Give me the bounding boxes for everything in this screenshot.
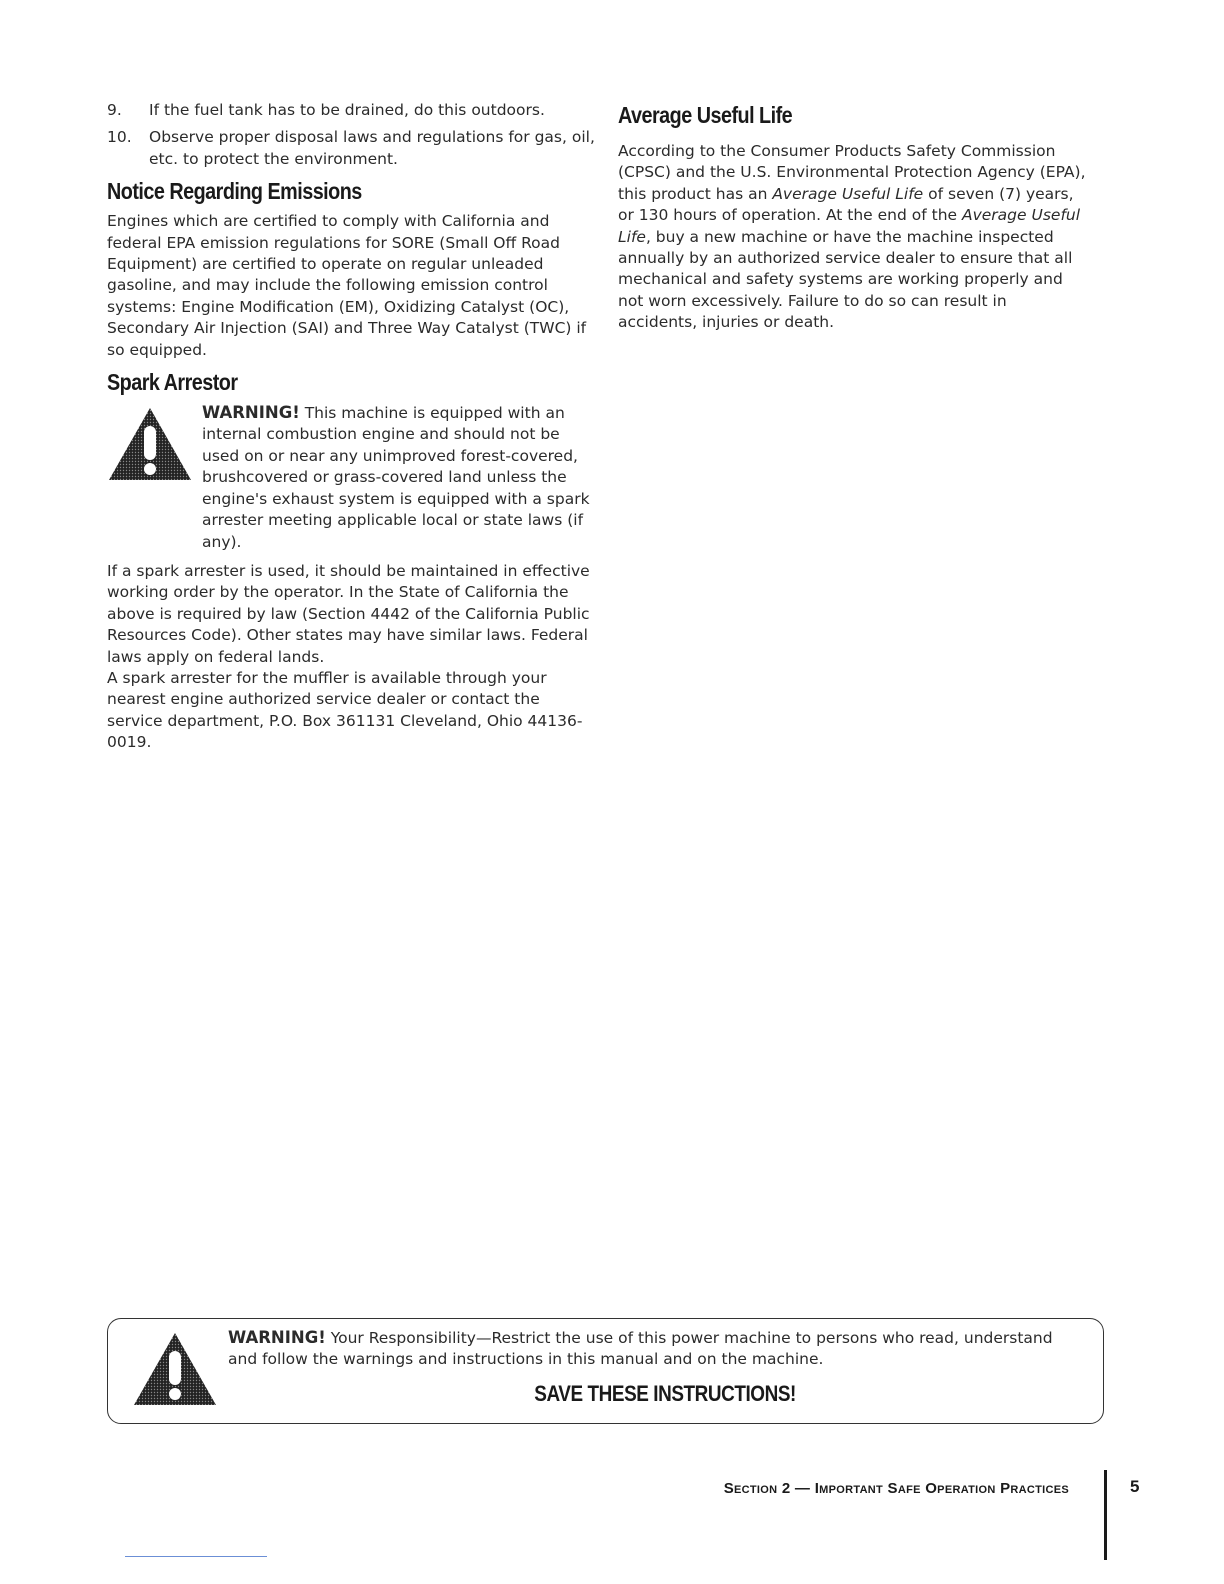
spark-para-2: A spark arrester for the muffler is available through your nearest engine authorized service dealer or contact the service department, P.O. Box 361131 Cleveland, Ohio 44136-0019. — [107, 668, 583, 752]
warning-triangle-icon — [107, 402, 202, 553]
numbered-list — [107, 100, 597, 170]
save-instructions: SAVE THESE INSTRUCTIONS! — [534, 1381, 797, 1406]
list-item-text: Observe proper disposal laws and regulations for gas, oil, etc. to protect the environment. — [149, 128, 595, 168]
right-column — [618, 100, 1090, 334]
list-item — [107, 100, 597, 121]
warning-text: This machine is equipped with an internal combustion engine and should not be used on or near any unimproved forest-covered, brushcovered or grass-covered land unless the engine's exhaust system is equipped with a spark arrester meeting applicable local or state laws (if any). — [202, 404, 590, 551]
list-item-text: If the fuel tank has to be drained, do this outdoors. — [149, 101, 545, 119]
page-number: 5 — [1130, 1477, 1140, 1496]
section-footer: Section 2 — Important Safe Operation Practices — [723, 1480, 1069, 1497]
list-item-number: 9. — [107, 101, 122, 119]
decorative-rule — [125, 1556, 267, 1557]
left-column — [107, 100, 597, 754]
emissions-body: Engines which are certified to comply with California and federal EPA emission regulations for SORE (Small Off Road Equipment) are certified to operate on regular unleaded gasoline, and may include the following emission control systems: Engine Modification (EM), Oxidizing Catalyst (OC), Secondary Air Injection (SAI) and Three Way Catalyst (TWC) if so equipped. — [107, 212, 587, 359]
useful-life-term: Average Useful Life — [618, 206, 1081, 246]
spark-arrestor-heading: Spark Arrestor — [107, 369, 238, 396]
useful-life-term: Average Useful Life — [772, 184, 924, 203]
warning-label: WARNING! — [202, 403, 300, 423]
list-item-number: 10. — [107, 128, 132, 147]
useful-life-body: According to the Consumer Products Safety Commission (CPSC) and the U.S. Environmental Protection Agency (EPA), this product has an Average Useful Life of seven (7) years, or 130 hours of operation. At the end of the Average Useful Life, buy a new machine or have the machine inspected annually by an authorized service dealer to ensure that all mechanical and safety systems are working properly and not worn excessively. Failure to do so can result in accidents, injuries or death. — [618, 142, 1086, 332]
footer-divider — [1104, 1470, 1107, 1560]
warning-text: Your Responsibility—Restrict the use of this power machine to persons who read, understand and follow the warnings and instructions in this manual and on the machine. — [228, 1329, 1053, 1369]
spark-para-1: If a spark arrester is used, it should be maintained in effective working order by the operator. In the State of California the above is required by law (Section 4442 of the California Public Resources Code). Other states may have similar laws. Federal laws apply on federal lands. — [107, 561, 590, 666]
warning-label: WARNING! — [228, 1328, 326, 1347]
list-item — [107, 127, 597, 170]
spark-warning — [107, 402, 597, 553]
useful-life-heading: Average Useful Life — [618, 102, 793, 128]
emissions-heading: Notice Regarding Emissions — [107, 178, 362, 205]
responsibility-warning-box — [107, 1318, 1104, 1424]
